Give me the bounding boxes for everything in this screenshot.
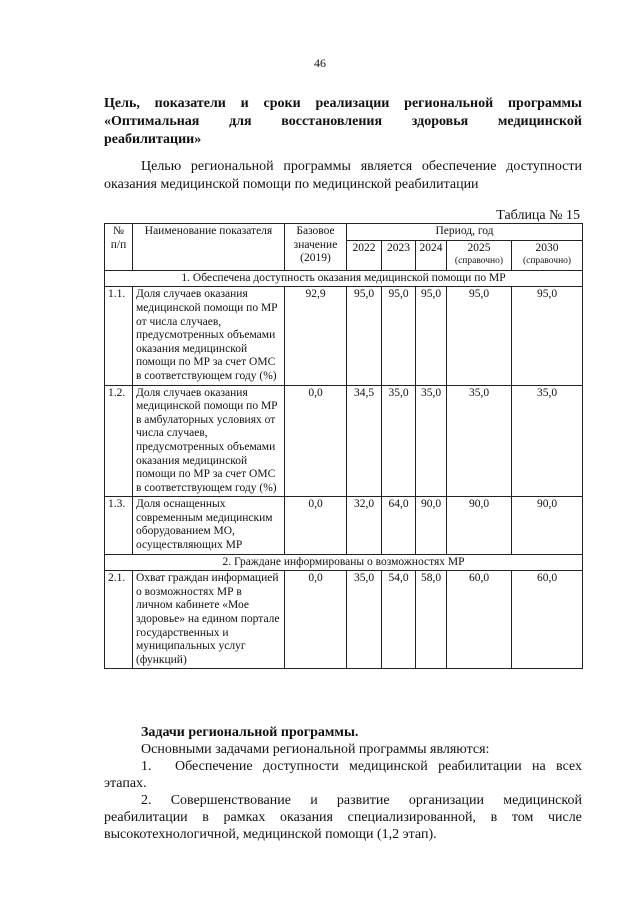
title-word: для: [229, 114, 252, 129]
title-word: «Оптимальная: [104, 114, 200, 129]
row-2025: 60,0: [447, 571, 512, 669]
page-number: 46: [314, 56, 326, 70]
row-2025: 35,0: [447, 385, 512, 497]
section-2-label: 2. Граждане информированы о возможностях МР: [105, 554, 583, 571]
task-word: в: [490, 810, 498, 825]
row-2022: 34,5: [347, 385, 382, 497]
row-name: Доля оснащенных современным медицинским оборудованием МО, осуществляющих МР: [133, 497, 285, 554]
row-2024: 35,0: [416, 385, 447, 497]
section-row: [105, 554, 583, 571]
goal-paragraph: [104, 158, 582, 194]
tasks-intro: Основными задачами региональной программы являются:: [141, 742, 490, 757]
task-1-number: 1.: [141, 759, 152, 774]
header-2025-note: (справочно): [454, 256, 504, 267]
row-2022: 95,0: [347, 287, 382, 385]
task-word: числе: [547, 810, 582, 825]
row-2023: 54,0: [382, 571, 416, 669]
section-title: [104, 95, 582, 149]
row-name: Доля случаев оказания медицинской помощи по МР от числа случаев, предусмотренных объемами оказания медицинской помощи по МР за счет ОМС в соответствующем году (%): [133, 287, 285, 385]
task-word: 2.: [141, 793, 152, 808]
row-num: 1.3.: [105, 497, 133, 554]
task-word: в: [202, 810, 209, 825]
row-2024: 58,0: [416, 571, 447, 669]
row-num: 2.1.: [105, 571, 133, 669]
title-word: здоровья: [411, 114, 469, 129]
title-word: и: [240, 96, 249, 111]
task-word: развитие: [336, 793, 390, 808]
task-item-2-line-2: [104, 809, 582, 826]
header-period: Период, год: [347, 224, 583, 241]
task-word: медицинской: [503, 793, 582, 808]
row-base: 0,0: [285, 497, 347, 554]
header-name: Наименование показателя: [133, 224, 285, 271]
row-2024: 90,0: [416, 497, 447, 554]
goal-line-2: оказания медицинской помощи по медицинской реабилитации: [104, 177, 479, 192]
title-line-3: реабилитации»: [104, 132, 202, 147]
title-line-1: [104, 95, 582, 113]
row-2023: 64,0: [382, 497, 416, 554]
row-2030: 60,0: [512, 571, 583, 669]
title-word: программы: [507, 96, 582, 111]
header-2030-year: 2030: [535, 241, 559, 254]
task-word: том: [511, 810, 534, 825]
header-2030: [512, 240, 583, 270]
header-2025-year: 2025: [467, 241, 491, 254]
header-base: Базовое значение (2019): [285, 224, 347, 271]
row-2024: 95,0: [416, 287, 447, 385]
title-word: показатели: [154, 96, 226, 111]
title-word: восстановления: [281, 114, 383, 129]
row-2030: 35,0: [512, 385, 583, 497]
tasks-heading: Задачи региональной программы.: [141, 725, 359, 740]
header-2025: [447, 240, 512, 270]
title-line-2: [104, 113, 582, 131]
title-word: сроки: [263, 96, 301, 111]
title-word: Цель,: [104, 96, 140, 111]
header-2022: 2022: [347, 240, 382, 270]
title-word: реализации: [315, 96, 390, 111]
row-2025: 95,0: [447, 287, 512, 385]
header-num: № п/п: [105, 224, 133, 271]
row-2023: 95,0: [382, 287, 416, 385]
table-row: [105, 385, 583, 497]
row-num: 1.2.: [105, 385, 133, 497]
task-word: и: [310, 793, 318, 808]
task-word: рамках: [223, 810, 266, 825]
title-word: региональной: [404, 96, 494, 111]
task-item-1: [104, 758, 582, 775]
task-item-2-line-3: высокотехнологичной, медицинской помощи (1,2 этап).: [104, 827, 437, 842]
table-header-row: [105, 224, 583, 241]
spacer: [104, 758, 141, 775]
row-name: Доля случаев оказания медицинской помощи по МР в амбулаторных условиях от числа случаев, предусмотренных объемами оказания медицинской помощи по МР за счет ОМС в соответствующем году (%): [133, 385, 285, 497]
header-2030-note: (справочно): [522, 256, 572, 267]
goal-line-1: Целью региональной программы является обеспечение доступности: [141, 159, 582, 174]
section-row: [105, 270, 583, 287]
row-2023: 35,0: [382, 385, 416, 497]
tasks-section: [104, 724, 582, 843]
row-2025: 90,0: [447, 497, 512, 554]
table-row: [105, 497, 583, 554]
table-caption: Таблица № 15: [496, 208, 580, 223]
task-word: оказания: [280, 810, 333, 825]
row-base: 0,0: [285, 385, 347, 497]
task-item-2-line-1: [104, 792, 582, 809]
task-word: реабилитации: [104, 810, 188, 825]
task-word: Совершенствование: [170, 793, 291, 808]
row-2030: 95,0: [512, 287, 583, 385]
row-base: 92,9: [285, 287, 347, 385]
task-word: специализированной,: [347, 810, 476, 825]
row-2022: 32,0: [347, 497, 382, 554]
task-word: организации: [408, 793, 484, 808]
task-1-text: Обеспечение доступности медицинской реабилитации на всех: [175, 759, 582, 774]
table-row: [105, 571, 583, 669]
header-2024: 2024: [416, 240, 447, 270]
row-2030: 90,0: [512, 497, 583, 554]
row-num: 1.1.: [105, 287, 133, 385]
row-2022: 35,0: [347, 571, 382, 669]
indicators-table: [104, 223, 583, 669]
title-word: медицинской: [497, 114, 582, 129]
row-base: 0,0: [285, 571, 347, 669]
table-row: [105, 287, 583, 385]
row-name: Охват граждан информацией о возможностях МР в личном кабинете «Мое здоровье» на едином портале государственных и муниципальных услуг (функций): [133, 571, 285, 669]
task-1-continuation: этапах.: [104, 776, 147, 791]
section-1-label: 1. Обеспечена доступность оказания медицинской помощи по МР: [105, 270, 583, 287]
header-2023: 2023: [382, 240, 416, 270]
